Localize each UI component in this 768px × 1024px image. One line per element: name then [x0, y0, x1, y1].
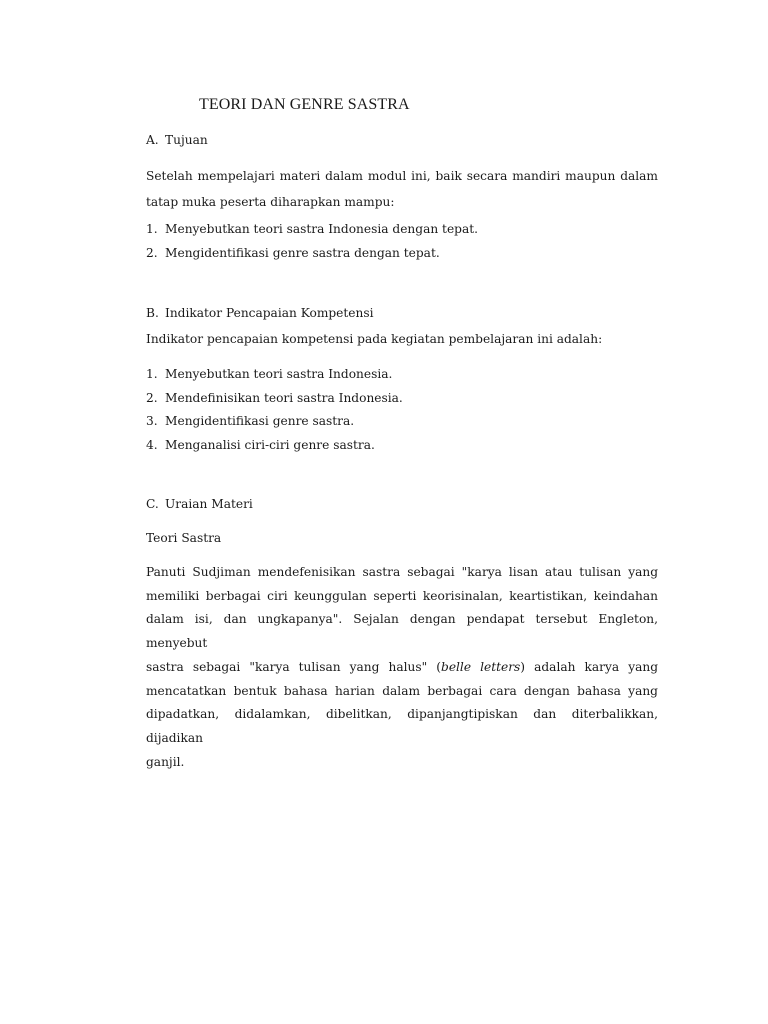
- section-a-title: Tujuan: [165, 133, 208, 147]
- list-item-text: Menyebutkan teori sastra Indonesia dengan tepat.: [165, 222, 479, 236]
- list-item-number: 1.: [146, 222, 158, 236]
- list-item-text: Menyebutkan teori sastra Indonesia.: [165, 367, 393, 381]
- section-c-subheading: Teori Sastra: [146, 531, 222, 545]
- section-c-heading: [146, 497, 253, 511]
- list-item-text: Mengidentifikasi genre sastra dengan tepat.: [165, 245, 440, 260]
- section-a-intro-line: Setelah mempelajari materi dalam modul ini, baik secara mandiri maupun dalam: [146, 169, 658, 183]
- paragraph-line: dipadatkan, didalamkan, dibelitkan, dipanjangtipiskan dan diterbalikkan, dijadikan: [146, 707, 658, 745]
- list-item-number: 2.: [146, 390, 158, 405]
- paragraph-line: memiliki berbagai ciri keunggulan seperti keorisinalan, keartistikan, keindahan: [146, 588, 658, 603]
- list-item: [146, 438, 403, 462]
- section-b-marker: B.: [146, 306, 159, 320]
- paragraph-line: dalam isi, dan ungkapanya". Sejalan dengan pendapat tersebut Engleton, menyebut: [146, 612, 658, 651]
- section-c-paragraph: [146, 561, 658, 774]
- section-b-intro-line: Indikator pencapaian kompetensi pada kegiatan pembelajaran ini adalah:: [146, 332, 603, 346]
- paragraph-text: ) adalah karya yang: [520, 659, 658, 674]
- list-item-text: Menganalisi ciri-ciri genre sastra.: [165, 437, 375, 452]
- section-b-heading: [146, 306, 374, 320]
- section-a-intro-line: tatap muka peserta diharapkan mampu:: [146, 195, 395, 209]
- section-b-intro: [146, 332, 658, 346]
- section-c-title: Uraian Materi: [165, 497, 253, 511]
- list-item-number: 3.: [146, 414, 158, 428]
- section-a-heading: [146, 133, 208, 147]
- section-a-list: [146, 222, 478, 269]
- section-b-list: [146, 367, 403, 461]
- list-item: [146, 414, 403, 438]
- paragraph-line: mencatatkan bentuk bahasa harian dalam berbagai cara dengan bahasa yang: [146, 683, 658, 698]
- paragraph-text: sastra sebagai "karya tulisan yang halus" (: [146, 659, 442, 674]
- list-item: [146, 222, 478, 246]
- list-item-number: 4.: [146, 437, 158, 452]
- list-item-number: 2.: [146, 245, 158, 260]
- list-item-text: Mendefinisikan teori sastra Indonesia.: [165, 390, 403, 405]
- paragraph-line: [146, 656, 658, 680]
- section-a-intro: [146, 163, 658, 215]
- italic-term: belle letters: [441, 659, 521, 674]
- section-b-title: Indikator Pencapaian Kompetensi: [165, 306, 374, 320]
- list-item: [146, 367, 403, 391]
- list-item: [146, 246, 478, 270]
- list-item-number: 1.: [146, 367, 158, 381]
- paragraph-line: Panuti Sudjiman mendefenisikan sastra sebagai "karya lisan atau tulisan yang: [146, 565, 658, 579]
- document-title: TEORI DAN GENRE SASTRA: [199, 96, 410, 113]
- paragraph-line: ganjil.: [146, 754, 185, 769]
- list-item: [146, 391, 403, 415]
- section-c-marker: C.: [146, 497, 159, 511]
- list-item-text: Mengidentifikasi genre sastra.: [165, 414, 355, 428]
- section-a-marker: A.: [146, 133, 159, 147]
